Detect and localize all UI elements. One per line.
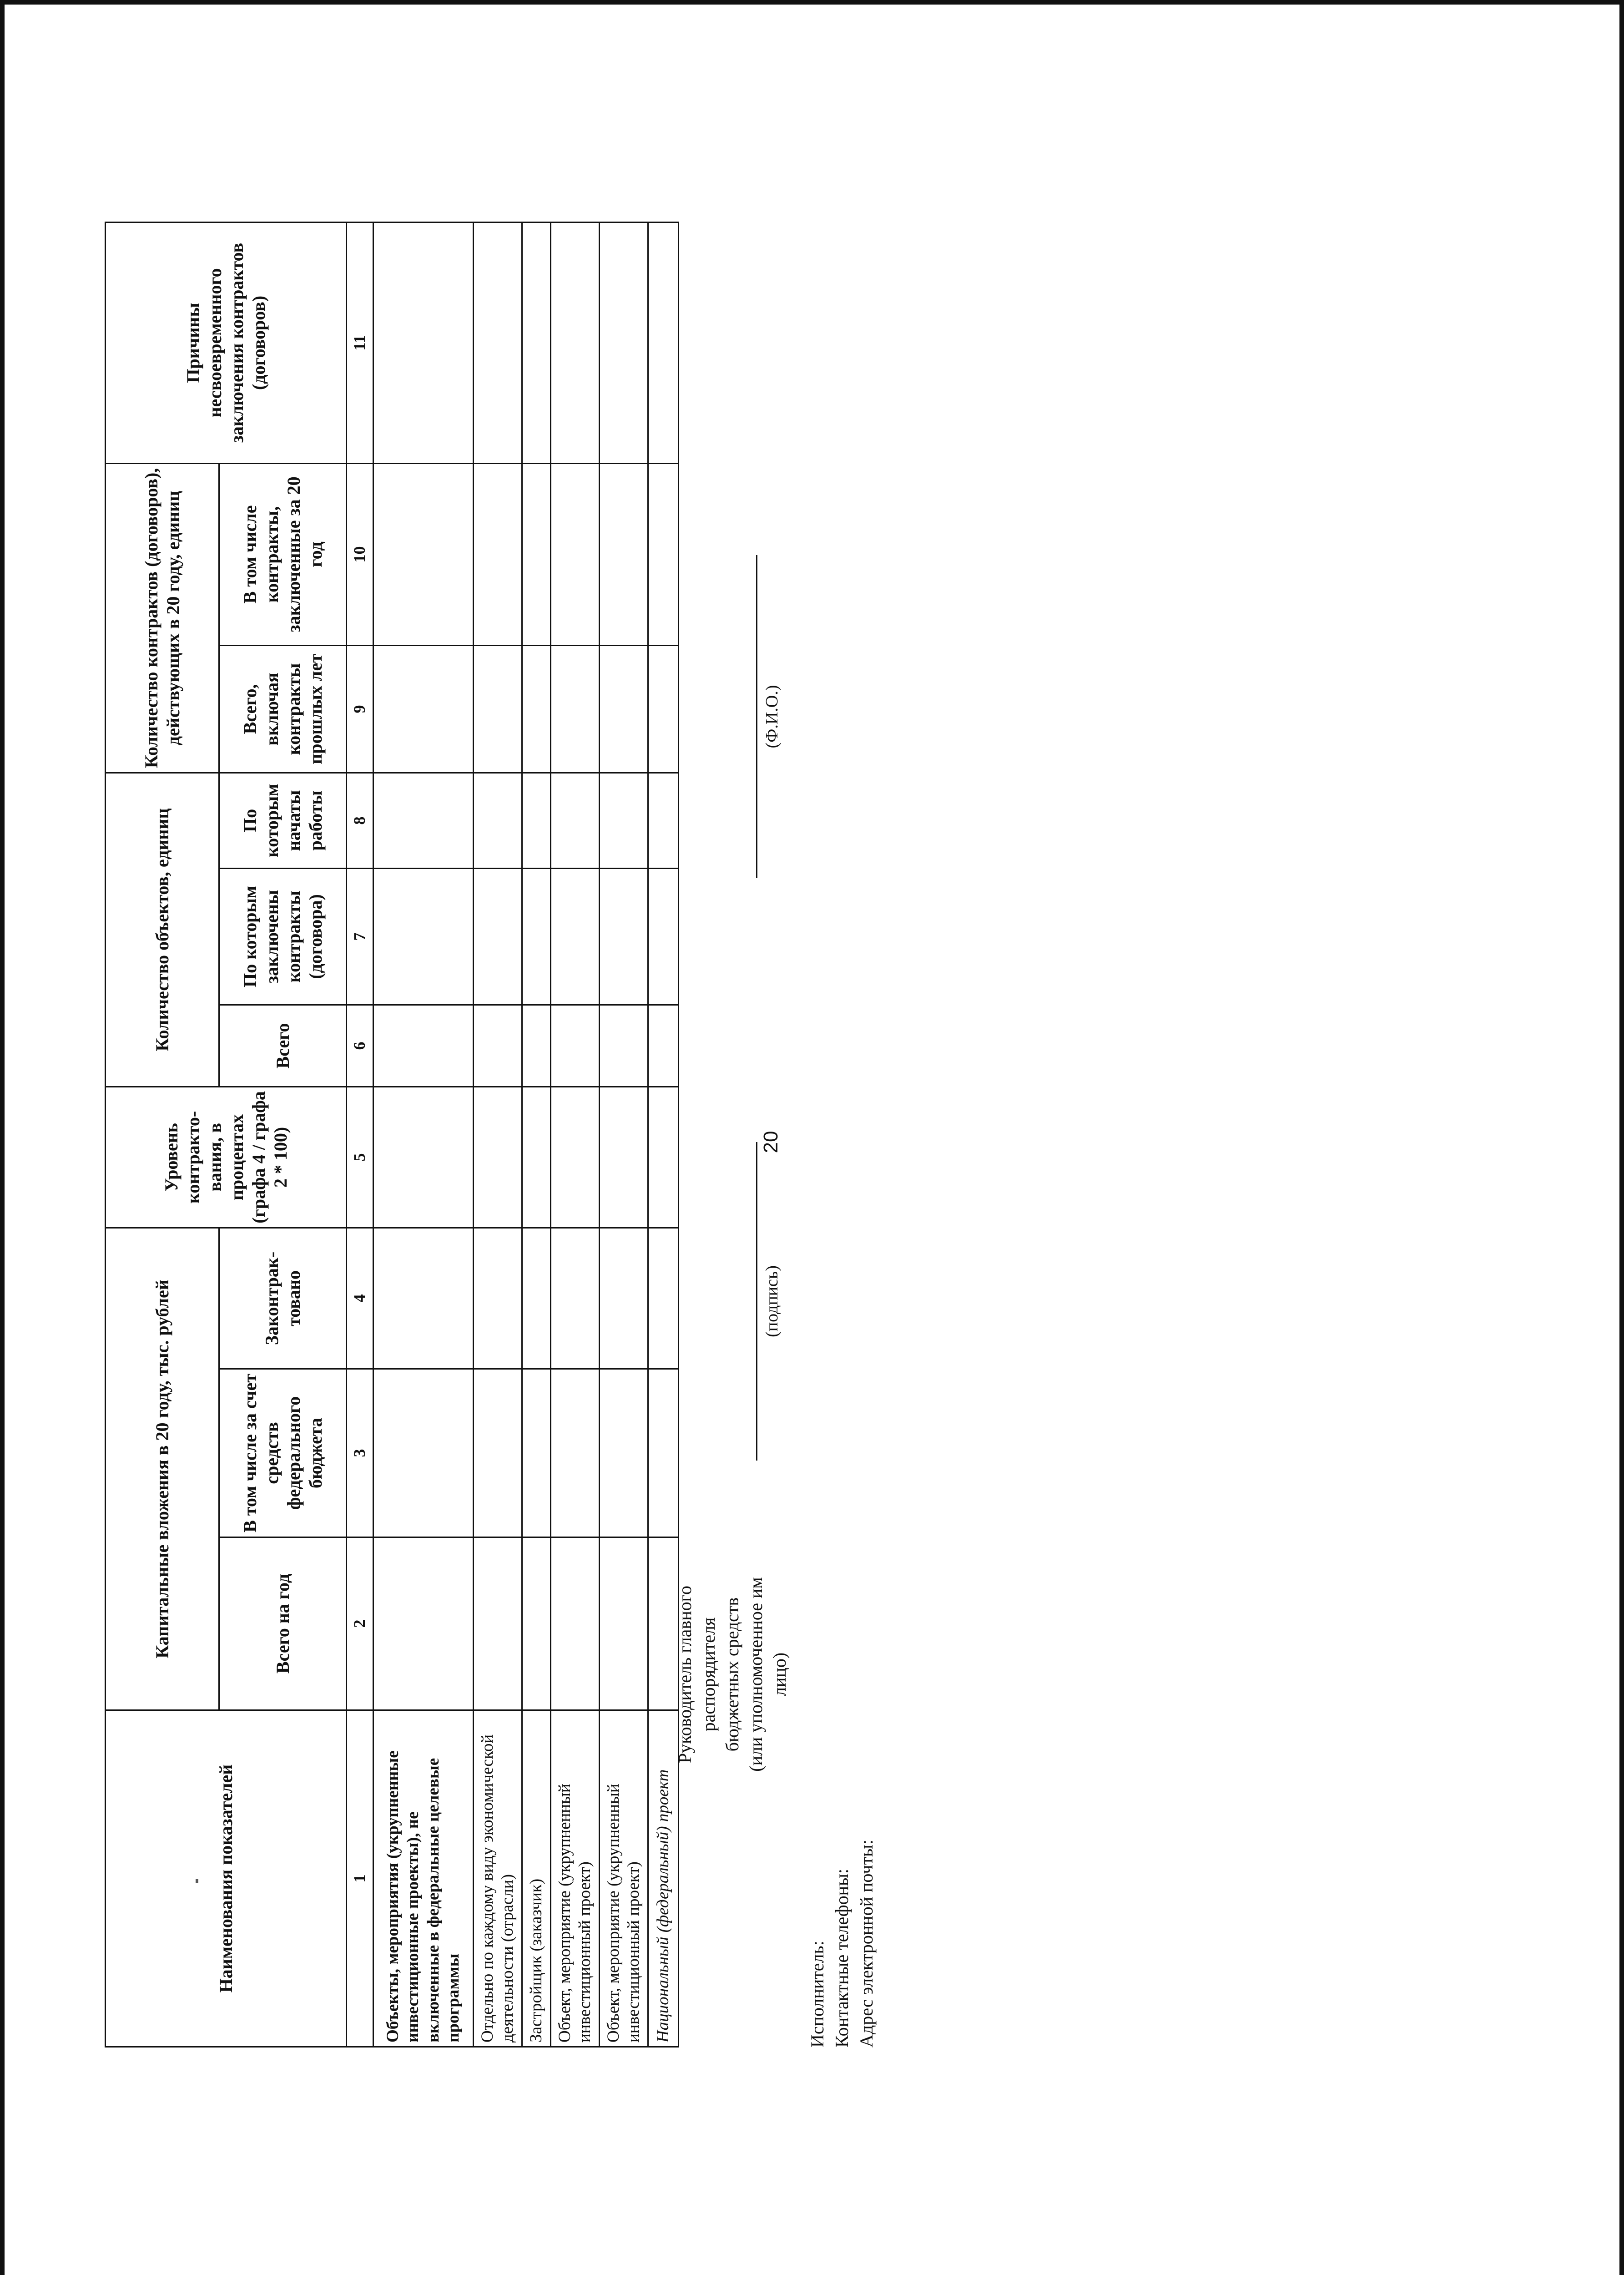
column-number: 2 [347, 1537, 373, 1710]
table-cell[interactable] [522, 773, 551, 868]
table-cell[interactable] [474, 463, 522, 645]
column-number: 8 [347, 773, 373, 868]
table-cell[interactable] [551, 1228, 600, 1369]
table-cell[interactable] [551, 1369, 600, 1537]
table-cell[interactable] [373, 1369, 474, 1537]
table-cell[interactable] [551, 1087, 600, 1228]
header-objects-started: По которым начаты работы [219, 773, 347, 868]
signature-caption: (подпись) [762, 1265, 782, 1337]
table-cell[interactable] [600, 1228, 648, 1369]
row-label: Национальный (федеральный) проект [648, 1710, 679, 2047]
table-cell[interactable] [373, 1228, 474, 1369]
table-cell[interactable] [600, 1537, 648, 1710]
full-name-line[interactable] [756, 555, 757, 878]
contact-block [805, 1840, 879, 2048]
table-cell[interactable] [522, 1228, 551, 1369]
column-number: 5 [347, 1087, 373, 1228]
table-cell[interactable] [474, 1228, 522, 1369]
table-cell[interactable] [474, 1005, 522, 1087]
table-cell[interactable] [373, 463, 474, 645]
row-label: Объекты, мероприятия (укрупненные инвестиционные проекты), не включенные в федеральные целевые программы [373, 1710, 474, 2047]
table-cell[interactable] [600, 463, 648, 645]
table-cell[interactable] [600, 1087, 648, 1228]
table-cell[interactable] [551, 463, 600, 645]
email-label: Адрес электронной почты: [856, 1840, 877, 2048]
table-cell[interactable] [600, 773, 648, 868]
table-cell[interactable] [474, 1087, 522, 1228]
column-number: 9 [347, 645, 373, 773]
table-cell[interactable] [373, 1087, 474, 1228]
header-objects-count: Количество объектов, единиц [106, 773, 219, 1087]
rotated-sheet [105, 91, 923, 2048]
signature-line[interactable] [756, 1142, 757, 1461]
header-contracts-year: В том числе контракты, заключенные за 20 год [219, 463, 347, 645]
table-cell[interactable] [600, 645, 648, 773]
table-cell[interactable] [600, 1369, 648, 1537]
column-number: 3 [347, 1369, 373, 1537]
table-cell[interactable] [522, 222, 551, 463]
table-cell[interactable] [474, 1369, 522, 1537]
table-cell[interactable] [551, 868, 600, 1005]
column-number: 4 [347, 1228, 373, 1369]
header-capital-investments: Капитальные вложения в 20 году, тыс. рублей [106, 1228, 219, 1710]
header-federal-budget: В том числе за счет средств федерального бюджета [219, 1369, 347, 1537]
column-number: 7 [347, 868, 373, 1005]
header-name: Наименования показателей [106, 1710, 347, 2047]
table-cell[interactable] [551, 222, 600, 463]
header-row-top [106, 222, 219, 2047]
row-label: Отдельно по каждому виду экономической деятельности (отрасли) [474, 1710, 522, 2047]
row-label: Объект, мероприятие (укрупненный инвестиционный проект) [551, 1710, 600, 2047]
signatory-role [673, 1556, 792, 1793]
table-cell[interactable] [600, 868, 648, 1005]
table-cell[interactable] [373, 773, 474, 868]
table-cell[interactable] [551, 645, 600, 773]
column-number-row [347, 222, 373, 2047]
signatory-role-line: бюджетных средств [722, 1597, 742, 1752]
page-number: 20 [760, 1131, 782, 1153]
table-row [522, 222, 551, 2047]
row-label: Застройщик (заказчик) [522, 1710, 551, 2047]
header-contracts-total: Всего, включая контракты прошлых лет [219, 645, 347, 773]
executor-label: Исполнитель: [807, 1941, 827, 2048]
table-row [373, 222, 474, 2047]
table-row [474, 222, 522, 2047]
header-total-year: Всего на год [219, 1537, 347, 1710]
header-contracted: Законтрак-товано [219, 1228, 347, 1369]
table-cell[interactable] [474, 868, 522, 1005]
table-cell[interactable] [600, 222, 648, 463]
table-cell[interactable] [551, 773, 600, 868]
table-cell[interactable] [551, 1537, 600, 1710]
column-number: 11 [347, 222, 373, 463]
column-number: 1 [347, 1710, 373, 2047]
table-cell[interactable] [373, 222, 474, 463]
table-cell[interactable] [522, 1537, 551, 1710]
row-label: Объект, мероприятие (укрупненный инвестиционный проект) [600, 1710, 648, 2047]
table-cell[interactable] [373, 1005, 474, 1087]
full-name-caption: (Ф.И.О.) [762, 685, 782, 748]
table-cell[interactable] [373, 868, 474, 1005]
phones-label: Контактные телефоны: [832, 1869, 852, 2048]
table-row [600, 222, 648, 2047]
table-cell[interactable] [522, 1087, 551, 1228]
table-cell[interactable] [373, 645, 474, 773]
table-cell[interactable] [522, 463, 551, 645]
signature-block [673, 223, 810, 2048]
table-cell[interactable] [474, 222, 522, 463]
table-row [551, 222, 600, 2047]
table-cell[interactable] [522, 1369, 551, 1537]
header-reasons: Причины несвоевременного заключения контрактов (договоров) [106, 222, 347, 463]
column-number: 6 [347, 1005, 373, 1087]
table-cell[interactable] [474, 1537, 522, 1710]
signatory-role-line: Руководитель главного распорядителя [675, 1585, 719, 1764]
header-objects-total: Всего [219, 1005, 347, 1087]
contracting-report-table [105, 222, 679, 2048]
table-cell[interactable] [522, 1005, 551, 1087]
table-cell[interactable] [600, 1005, 648, 1087]
table-cell[interactable] [551, 1005, 600, 1087]
table-cell[interactable] [474, 645, 522, 773]
table-cell[interactable] [373, 1537, 474, 1710]
table-cell[interactable] [474, 773, 522, 868]
header-contracts-count: Количество контрактов (договоров), действующих в 20 году, единиц [106, 463, 219, 773]
header-contract-level: Уровень контракто-вания, в процентах (графа 4 / графа 2 * 100) [106, 1087, 347, 1228]
table-cell[interactable] [522, 645, 551, 773]
column-number: 10 [347, 463, 373, 645]
header-objects-contracted: По которым заключены контракты (договора) [219, 868, 347, 1005]
signatory-role-line: (или уполномоченное им лицо) [746, 1577, 790, 1772]
table-cell[interactable] [522, 868, 551, 1005]
